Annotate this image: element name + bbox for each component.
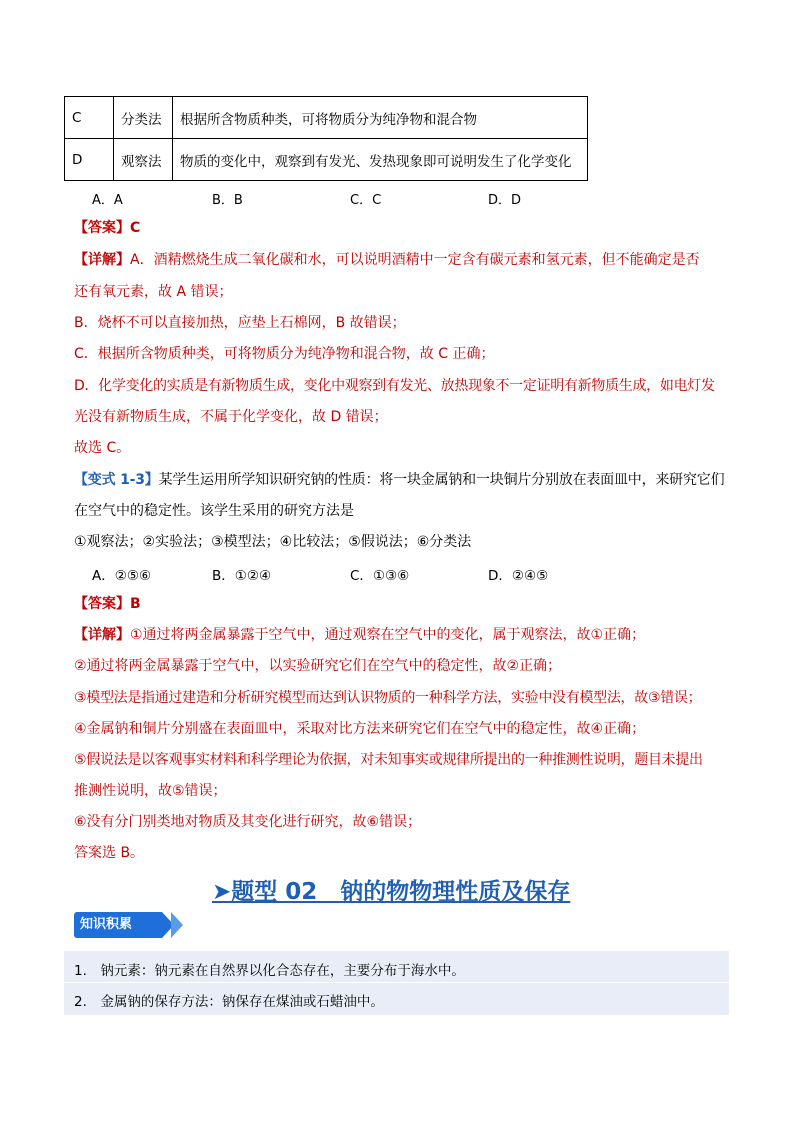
answer-tag: 【答案】 [74,220,130,236]
section-title: ➤题型 02 钠的物物理性质及保存 [212,879,571,905]
detail-line: 故选 C。 [74,440,131,456]
detail-line: 推测性说明，故⑤错误； [74,783,227,799]
list-item: 2. 金属钠的保存方法：钠保存在煤油或石蜡油中。 [74,994,384,1010]
list-item: 1. 钠元素：钠元素在自然界以化合态存在，主要分布于海水中。 [74,963,465,979]
answer-line [74,218,140,238]
choice-d: D．②④⑤ [488,568,549,584]
method-cell: 分类法 [114,97,173,139]
options-table [64,96,588,181]
detail-line: ④金属钠和铜片分别盛在表面皿中，采取对比方法来研究它们在空气中的稳定性，故④正确； [74,721,646,737]
detail-tag: 【详解】 [74,252,130,268]
detail-line: 还有氧元素，故 A 错误； [74,284,233,300]
choice-a: A．A [92,193,123,208]
choice-b: B．①②④ [212,568,272,584]
content-cell: 物质的变化中，观察到有发光、发热现象即可说明发生了化学变化 [173,139,588,181]
choice-d: D．D [488,193,522,208]
detail-text: ①通过将两金属暴露于空气中，通过观察在空气中的变化，属于观察法，故①正确； [130,627,646,643]
choice-c: C．①③⑥ [350,568,410,584]
detail-tag: 【详解】 [74,627,130,643]
choice-b: B．B [212,193,243,208]
detail-line: ②通过将两金属暴露于空气中，以实验研究它们在空气中的稳定性，故②正确； [74,658,562,674]
table-row [65,139,588,181]
detail-line: ⑥没有分门别类地对物质及其变化进行研究，故⑥错误； [74,814,422,830]
stem-text: 某学生运用所学知识研究钠的性质：将一块金属钠和一块铜片分别放在表面皿中，来研究它们 [158,472,725,488]
divider [64,982,729,983]
detail-line [74,625,645,645]
table-row [65,97,588,139]
choice-a: A．②⑤⑥ [92,568,152,584]
variant-tag: 【变式 1-3】 [74,472,159,488]
method-cell: 观察法 [114,139,173,181]
detail-line: 答案选 B。 [74,845,145,861]
option-letter: D [65,139,114,181]
question-stem [74,470,724,490]
detail-line [74,250,700,270]
option-letter: C [65,97,114,139]
knowledge-badge: 知识积累 [74,912,162,938]
stem-line: 在空气中的稳定性。该学生采用的研究方法是 [74,503,354,519]
detail-line: 光没有新物质生成，不属于化学变化，故 D 错误； [74,409,388,425]
answer-line [74,594,141,614]
choice-c: C．C [350,193,382,208]
knowledge-box [64,951,729,1015]
answer-value: B [130,596,141,612]
content-cell: 根据所含物质种类，可将物质分为纯净物和混合物 [173,97,588,139]
answer-tag: 【答案】 [74,596,130,612]
detail-line: ⑤假说法是以客观事实材料和科学理论为依据，对未知事实或规律所提出的一种推测性说明，题目未提出 [74,752,703,768]
answer-value: C [130,220,141,236]
detail-line: C．根据所含物质种类，可将物质分为纯净物和混合物，故 C 正确； [74,346,495,362]
detail-text: A．酒精燃烧生成二氧化碳和水，可以说明酒精中一定含有碳元素和氢元素，但不能确定是否 [130,252,700,268]
detail-line: ③模型法是指通过建造和分析研究模型而达到认识物质的一种科学方法，实验中没有模型法，故③错误； [74,690,702,706]
detail-line: D．化学变化的实质是有新物质生成，变化中观察到有发光、放热现象不一定证明有新物质生成，如电灯发 [74,378,715,394]
detail-line: B．烧杯不可以直接加热，应垫上石棉网，B 故错误； [74,315,406,331]
stem-line: ①观察法；②实验法；③模型法；④比较法；⑤假说法；⑥分类法 [74,534,472,550]
chevron-right-icon [171,912,183,938]
